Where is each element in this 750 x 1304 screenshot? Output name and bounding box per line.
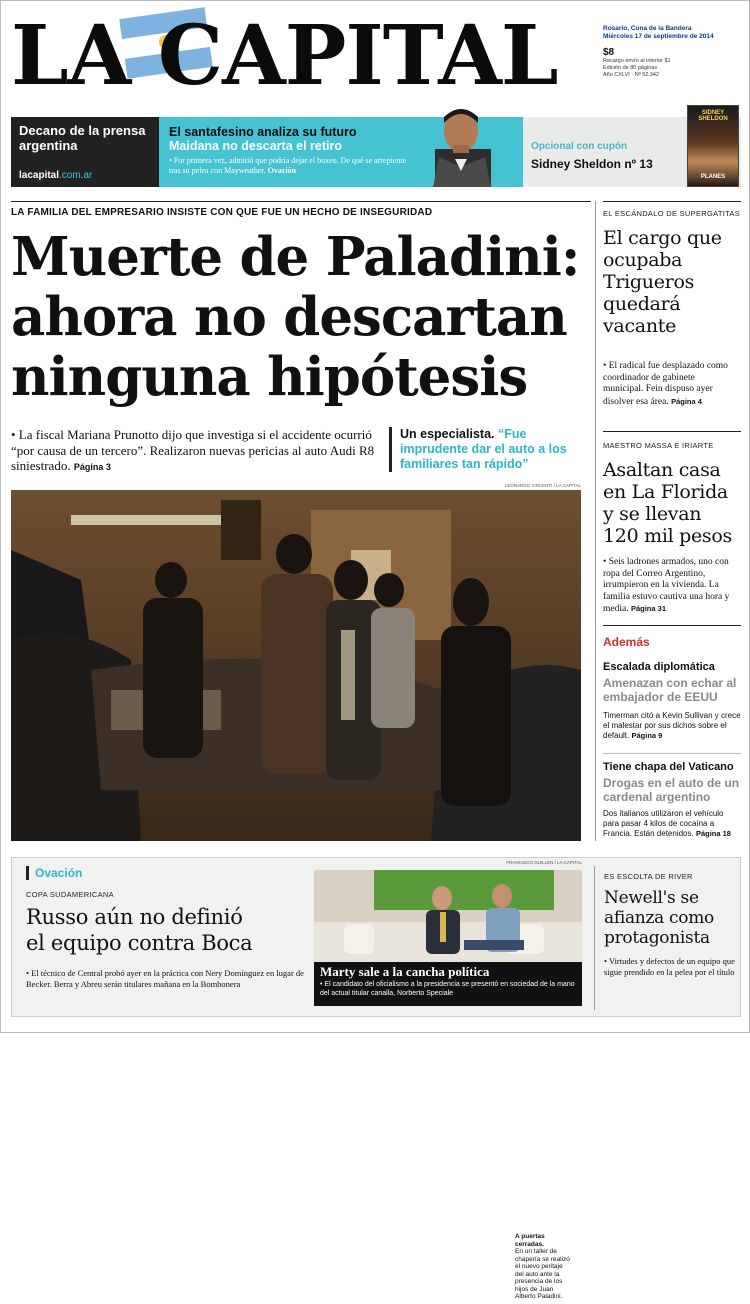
sports-story-1-body: • El técnico de Central probó ayer en la práctica con Nery Domínguez en lugar de Becker. Berra y Abreu serán titulares mañana en la Bombonera: [26, 968, 304, 989]
ademas-label: Además: [603, 635, 650, 649]
brief-1-headline[interactable]: Amenazan con echar al embajador de EEUU: [603, 676, 737, 704]
sports-story-3-headline[interactable]: Newell's se afianza como protagonista: [604, 888, 714, 948]
story-2-section: MAESTRO MASSA E IRIARTE: [603, 441, 714, 450]
issue-number: Año CXLVI · Nº 52.342: [603, 72, 660, 78]
promo-band: [11, 110, 741, 187]
price: $8: [603, 47, 615, 58]
sports-story-3-body: • Virtudes y defectos de un equipo que sigue prendido en la pelea por el título: [604, 956, 735, 977]
story-2-body: [603, 557, 739, 616]
lead-page-ref[interactable]: Página 3: [73, 462, 111, 472]
edition-info: [603, 25, 743, 79]
caption-title: A puertas cerradas.: [515, 1233, 545, 1248]
column-divider: [594, 866, 595, 1010]
politicians-photo: [314, 870, 582, 962]
newspaper-logo[interactable]: LA CAPITAL: [11, 8, 558, 104]
divider: [603, 201, 741, 202]
teaser-subheading: Maidana no descarta el retiro: [169, 139, 342, 153]
sports-story-2-photo[interactable]: [314, 870, 582, 962]
book-cover-title: PLANES: [700, 174, 726, 180]
workshop-scene-image: [11, 490, 581, 841]
brief-1-text: Timerman citó a Kevin Sullivan y crece el malestar por sus dichos sobre el default.: [603, 711, 741, 740]
promo-book-offer[interactable]: [523, 110, 741, 187]
brief-2-text: Dos italianos utilizaron el vehículo para pasar 4 kilos de cocaína a Francia. Están detenidos.: [603, 809, 724, 838]
story-2-text: • Seis ladrones armados, uno con ropa del Correo Argentino, irrumpieron en la vivienda. La familia estuvo cautiva una hora y media.: [603, 557, 730, 614]
tagline: Decano de la prensa argentina: [19, 123, 146, 153]
divider: [11, 201, 591, 202]
shipping-surcharge: Recargo envío al interior $1: [603, 58, 671, 64]
main-story-kicker: LA FAMILIA DEL EMPRESARIO INSISTE CON QUE FUE UN HECHO DE INSEGURIDAD: [11, 207, 433, 218]
site-name: lacapital: [19, 170, 60, 181]
sports-story-1-headline[interactable]: [26, 904, 306, 956]
photo-caption: [511, 1230, 575, 1304]
edition-date: Miércoles 17 de septiembre de 2014: [603, 33, 714, 40]
story-2-page-ref[interactable]: Página 31: [630, 604, 666, 613]
sports-story-2-caption[interactable]: [314, 962, 582, 1006]
divider: [603, 431, 741, 432]
brief-2-page-ref[interactable]: Página 18: [695, 829, 731, 838]
story-2-headline[interactable]: Asaltan casa en La Florida y se llevan 120 mil pesos: [603, 459, 732, 547]
brief-1-title[interactable]: Escalada diplomática: [603, 661, 715, 673]
headline-line-1: Muerte de Paladini:: [11, 226, 580, 288]
sports-story-2-body: • El candidato del oficialismo a la presidencia se presentó en sociedad de la mano del actual titular canalla, Norberto Speciale: [320, 981, 575, 997]
main-story-lead: [11, 427, 379, 476]
sports-headline-line-1: Russo aún no definió: [26, 905, 243, 929]
book-title: Sidney Sheldon nº 13: [531, 157, 653, 171]
headline-line-3: ninguna hipótesis: [11, 346, 528, 408]
divider: [603, 625, 741, 626]
sports-photo-credit: FRANCISCO GUILLÉN / LA CAPITAL: [506, 860, 582, 865]
sports-headline-line-2: el equipo contra Boca: [26, 931, 253, 955]
story-1-page-ref[interactable]: Página 4: [671, 396, 702, 406]
quote-text: “Fue imprudente dar el auto a los familiares tan rápido”: [400, 427, 567, 471]
offer-label: Opcional con cupón: [531, 141, 628, 152]
promo-tagline-box: [11, 117, 159, 187]
website-link[interactable]: [19, 170, 92, 181]
promo-boxing-teaser[interactable]: [159, 117, 523, 187]
quote-source: Un especialista.: [400, 427, 495, 441]
teaser-heading: El santafesino analiza su futuro: [169, 125, 357, 139]
headline-line-2: ahora no descartan: [11, 286, 567, 348]
teaser-body: [169, 156, 414, 176]
city-line: Rosario, Cuna de la Bandera: [603, 25, 692, 32]
story-1-body: [603, 361, 737, 408]
sports-section-band: [11, 857, 741, 1017]
site-domain: .com.ar: [59, 170, 93, 181]
masthead: [11, 7, 591, 105]
story-1-section: EL ESCÁNDALO DE SUPERGATITAS: [603, 209, 741, 218]
sports-story-1-section: COPA SUDAMERICANA: [26, 890, 114, 899]
teaser-body-text: • Por primera vez, admitió que podría dejar el boxeo. De qué se arrepiente tras su pelea con Mayweather.: [169, 156, 407, 175]
sports-story-2-title: Marty sale a la cancha política: [320, 964, 490, 979]
brief-1-page-ref[interactable]: Página 9: [631, 731, 663, 740]
lead-text: • La fiscal Mariana Prunotto dijo que investiga si el accidente ocurrió “por causa de un tercero”. Realizaron nuevas pericias al auto Audi R8 siniestrado.: [11, 427, 375, 473]
story-1-text: • El radical fue desplazado como coordinador de gabinete municipal. Fein dispuso ayer disolver esa área.: [603, 361, 728, 407]
main-headline[interactable]: [11, 227, 596, 407]
brief-2-title[interactable]: Tiene chapa del Vaticano: [603, 761, 734, 773]
page-count: Edición de 80 páginas: [603, 65, 658, 71]
brief-2-headline[interactable]: Drogas en el auto de un cardenal argentino: [603, 776, 740, 804]
story-1-headline[interactable]: El cargo que ocupaba Trigueros quedará vacante: [603, 227, 722, 337]
book-cover-author: SIDNEY SHELDON: [698, 110, 728, 122]
photo-credit: LEONARDO VINCENTI / LA CAPITAL: [504, 483, 581, 488]
caption-body: En un taller de chapería se realizó el nuevo peritaje del auto ante la presencia de los hijos de Juan Alberto Paladini.: [515, 1248, 570, 1300]
specialist-quote[interactable]: [389, 427, 585, 472]
book-cover-image: [687, 105, 739, 187]
divider: [603, 753, 741, 754]
brief-2-body: [603, 809, 741, 839]
sports-section-label[interactable]: Ovación: [26, 866, 82, 880]
teaser-section: Ovación: [267, 166, 297, 175]
brief-1-body: [603, 711, 741, 741]
sports-story-3-section: ES ESCOLTA DE RIVER: [604, 872, 693, 881]
boxer-photo: [415, 97, 507, 187]
column-divider: [595, 201, 596, 841]
